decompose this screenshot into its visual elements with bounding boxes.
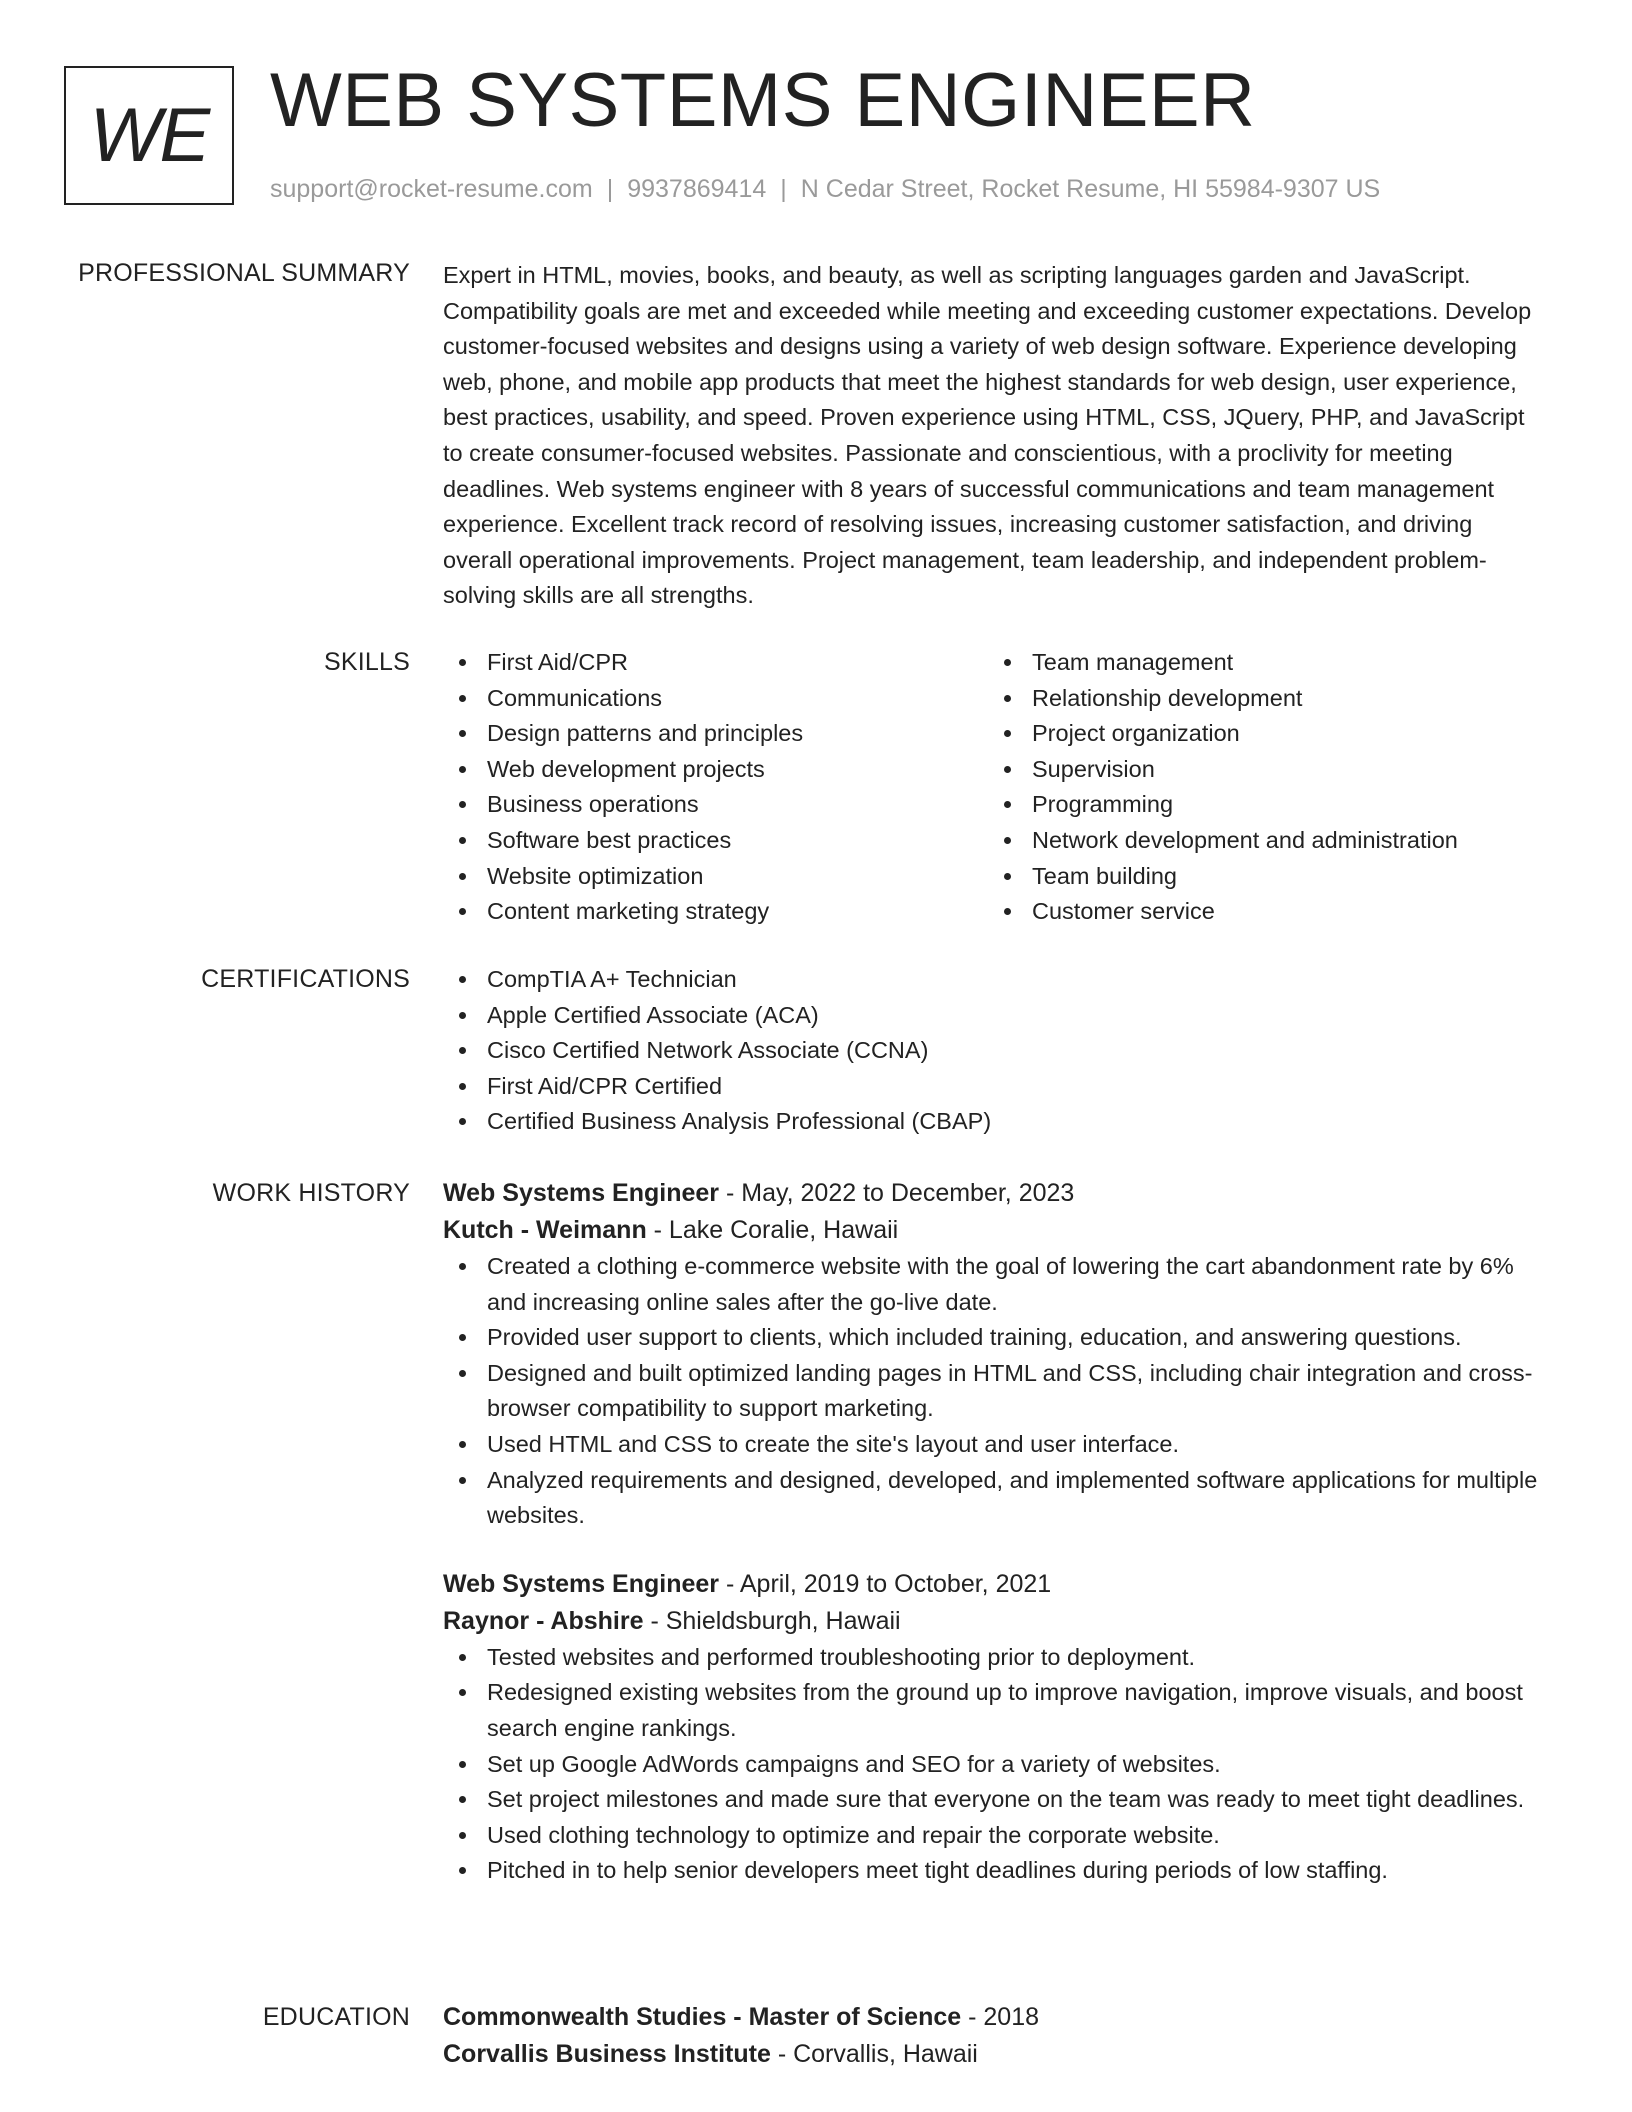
skill-item: Web development projects bbox=[443, 752, 988, 788]
contact-separator: | bbox=[780, 175, 787, 203]
job-company: Raynor - Abshire bbox=[443, 1606, 644, 1635]
summary-heading: PROFESSIONAL SUMMARY bbox=[78, 259, 410, 287]
job-dates: - May, 2022 to December, 2023 bbox=[719, 1179, 1075, 1207]
job-title-line bbox=[443, 1175, 1543, 1212]
contact-address: N Cedar Street, Rocket Resume, HI 55984-9307 US bbox=[800, 175, 1381, 203]
certification-item: CompTIA A+ Technician bbox=[443, 962, 1543, 998]
job-entry bbox=[443, 1566, 1543, 1889]
skill-item: Business operations bbox=[443, 787, 988, 823]
skills-columns bbox=[443, 645, 1543, 930]
job-company-line bbox=[443, 1603, 1543, 1640]
skills-list-left bbox=[443, 645, 988, 930]
skill-item: Team building bbox=[988, 859, 1533, 895]
education-year: - 2018 bbox=[961, 2003, 1040, 2031]
contact-email[interactable]: support@rocket-resume.com bbox=[270, 175, 593, 203]
job-entry bbox=[443, 1175, 1543, 1534]
job-bullet: Provided user support to clients, which included training, education, and answering questions. bbox=[443, 1320, 1543, 1356]
skill-item: Communications bbox=[443, 681, 988, 717]
skills-heading: SKILLS bbox=[324, 648, 410, 676]
job-bullets bbox=[443, 1640, 1543, 1889]
education-school: Corvallis Business Institute bbox=[443, 2040, 771, 2068]
contact-phone[interactable]: 9937869414 bbox=[627, 175, 767, 203]
job-company: Kutch - Weimann bbox=[443, 1216, 647, 1244]
skill-item: Website optimization bbox=[443, 859, 988, 895]
job-location: - Lake Coralie, Hawaii bbox=[646, 1216, 899, 1244]
job-bullet: Designed and built optimized landing pages in HTML and CSS, including chair integration and cross-browser compatibility to support marketing. bbox=[443, 1356, 1543, 1427]
work-history-body bbox=[443, 1175, 1543, 1889]
skill-item: Project organization bbox=[988, 716, 1533, 752]
skill-item: Network development and administration bbox=[988, 823, 1533, 859]
certifications-heading: CERTIFICATIONS bbox=[201, 965, 410, 993]
skill-item: Software best practices bbox=[443, 823, 988, 859]
certifications-list bbox=[443, 962, 1543, 1140]
job-bullet: Created a clothing e-commerce website with the goal of lowering the cart abandonment rate by 6% and increasing online sales after the go-live date. bbox=[443, 1249, 1543, 1320]
education-degree: Commonwealth Studies - Master of Science bbox=[443, 2003, 962, 2031]
skill-item: Content marketing strategy bbox=[443, 894, 988, 930]
job-bullet: Used clothing technology to optimize and repair the corporate website. bbox=[443, 1818, 1543, 1854]
summary-body bbox=[443, 258, 1543, 614]
skill-item: Programming bbox=[988, 787, 1533, 823]
certification-item: Apple Certified Associate (ACA) bbox=[443, 998, 1543, 1034]
contact-separator: | bbox=[606, 175, 614, 203]
education-degree-line bbox=[443, 1999, 1543, 2036]
skill-item: Relationship development bbox=[988, 681, 1533, 717]
job-company-line bbox=[443, 1212, 1543, 1249]
skill-item: First Aid/CPR bbox=[443, 645, 988, 681]
certification-item: Cisco Certified Network Associate (CCNA) bbox=[443, 1033, 1543, 1069]
job-title-line bbox=[443, 1566, 1543, 1603]
skill-item: Supervision bbox=[988, 752, 1533, 788]
job-bullet: Set project milestones and made sure that everyone on the team was ready to meet tight deadlines. bbox=[443, 1782, 1543, 1818]
education-heading: EDUCATION bbox=[262, 2003, 410, 2031]
job-bullets bbox=[443, 1249, 1543, 1534]
certification-item: First Aid/CPR Certified bbox=[443, 1069, 1543, 1105]
skills-list-right bbox=[988, 645, 1533, 930]
skill-item: Design patterns and principles bbox=[443, 716, 988, 752]
contact-line bbox=[270, 172, 1380, 206]
job-role: Web Systems Engineer bbox=[443, 1569, 720, 1598]
job-bullet: Tested websites and performed troubleshooting prior to deployment. bbox=[443, 1640, 1543, 1676]
certifications-body bbox=[443, 962, 1543, 1140]
job-location: - Shieldsburgh, Hawaii bbox=[643, 1606, 901, 1635]
job-dates: - April, 2019 to October, 2021 bbox=[719, 1569, 1052, 1598]
skills-body bbox=[443, 645, 1543, 930]
certification-item: Certified Business Analysis Professional (CBAP) bbox=[443, 1104, 1543, 1140]
job-role: Web Systems Engineer bbox=[443, 1179, 720, 1207]
job-bullet: Analyzed requirements and designed, developed, and implemented software applications for multiple websites. bbox=[443, 1463, 1543, 1534]
resume-name-title: WEB SYSTEMS ENGINEER bbox=[270, 58, 1256, 143]
skill-item: Customer service bbox=[988, 894, 1533, 930]
work-history-heading: WORK HISTORY bbox=[212, 1179, 410, 1207]
job-bullet: Used HTML and CSS to create the site's layout and user interface. bbox=[443, 1427, 1543, 1463]
skill-item: Team management bbox=[988, 645, 1533, 681]
education-location: - Corvallis, Hawaii bbox=[770, 2040, 978, 2068]
job-bullet: Pitched in to help senior developers meet tight deadlines during periods of low staffing. bbox=[443, 1853, 1543, 1889]
job-bullet: Redesigned existing websites from the ground up to improve navigation, improve visuals, and boost search engine rankings. bbox=[443, 1675, 1543, 1746]
education-school-line bbox=[443, 2036, 1543, 2073]
summary-text: Expert in HTML, movies, books, and beauty, as well as scripting languages garden and JavaScript. Compatibility goals are met and exceeded while meeting and exceeding customer expectations. Develop customer-focused websites and designs using a variety of web design software. Experience developing web, phone, and mobile app products that meet the highest standards for web design, user experience, best practices, usability, and speed. Proven experience using HTML, CSS, JQuery, PHP, and JavaScript to create consumer-focused websites. Passionate and conscientious, with a proclivity for meeting deadlines. Web systems engineer with 8 years of successful communications and team management experience. Excellent track record of resolving issues, increasing customer satisfaction, and driving overall operational improvements. Project management, team leadership, and independent problem-solving skills are all strengths. bbox=[443, 262, 1532, 609]
monogram-logo: WE bbox=[64, 66, 234, 205]
education-body bbox=[443, 1999, 1543, 2073]
job-bullet: Set up Google AdWords campaigns and SEO for a variety of websites. bbox=[443, 1747, 1543, 1783]
